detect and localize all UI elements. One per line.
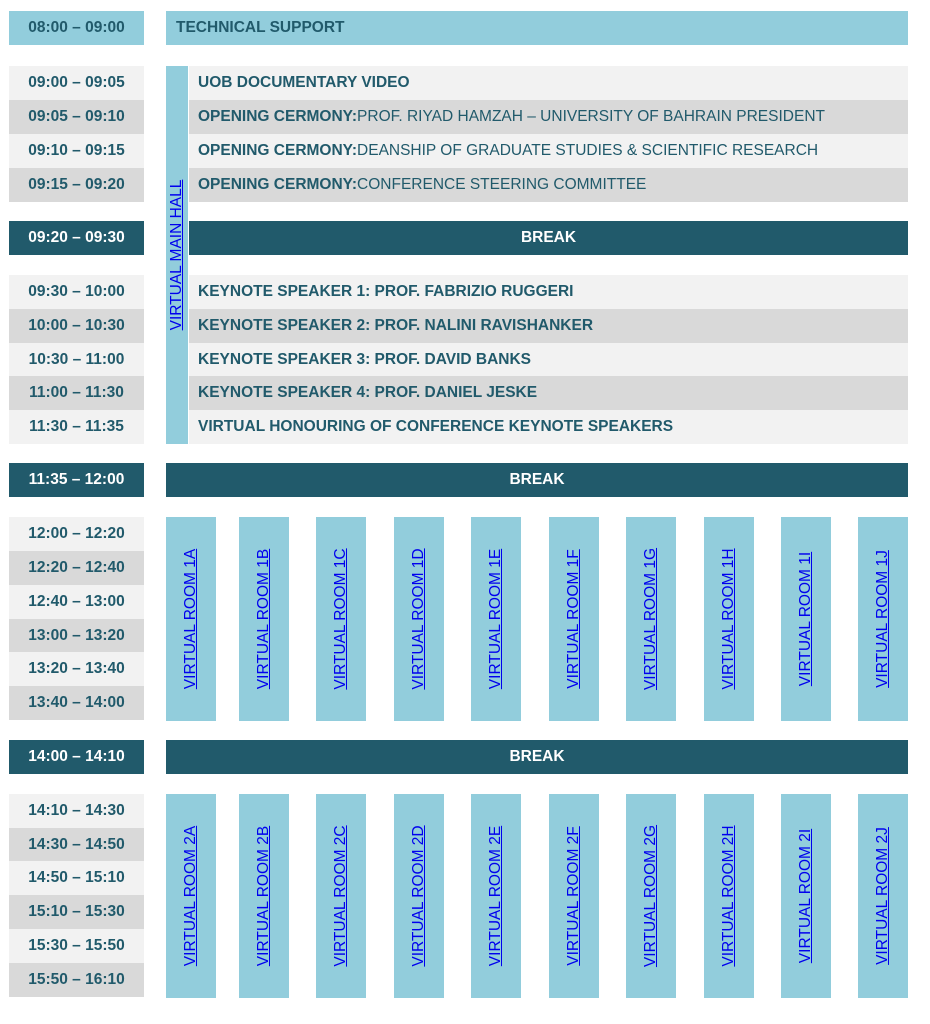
time-slot: 15:10 – 15:30 bbox=[9, 895, 144, 929]
time-slot: 09:05 – 09:10 bbox=[9, 100, 144, 134]
room-1e[interactable] bbox=[471, 517, 521, 721]
room-link[interactable]: VIRTUAL ROOM 2J bbox=[874, 827, 891, 965]
room-link[interactable]: VIRTUAL ROOM 1C bbox=[332, 548, 349, 690]
time-slot: 12:20 – 12:40 bbox=[9, 551, 144, 585]
room-1h[interactable] bbox=[704, 517, 754, 721]
room-2d[interactable] bbox=[394, 794, 444, 998]
time-slot: 14:50 – 15:10 bbox=[9, 861, 144, 895]
room-2i[interactable] bbox=[781, 794, 831, 998]
room-1a[interactable] bbox=[166, 517, 216, 721]
time-slot: 09:10 – 09:15 bbox=[9, 134, 144, 168]
room-link[interactable]: VIRTUAL ROOM 1J bbox=[874, 550, 891, 688]
time-slot: 13:00 – 13:20 bbox=[9, 619, 144, 653]
room-2j[interactable] bbox=[858, 794, 908, 998]
room-2f[interactable] bbox=[549, 794, 599, 998]
room-link[interactable]: VIRTUAL ROOM 2A bbox=[182, 825, 199, 967]
session-detail: DEANSHIP OF GRADUATE STUDIES & SCIENTIFIC RESEARCH bbox=[357, 142, 819, 159]
time-slot: 10:00 – 10:30 bbox=[9, 309, 144, 343]
keynote-row: KEYNOTE SPEAKER 3: PROF. DAVID BANKS bbox=[189, 343, 908, 377]
room-link[interactable]: VIRTUAL ROOM 2I bbox=[797, 828, 814, 964]
room-1d[interactable] bbox=[394, 517, 444, 721]
session-row bbox=[189, 100, 908, 134]
main-hall-bar[interactable] bbox=[166, 66, 188, 444]
keynote-row: KEYNOTE SPEAKER 1: PROF. FABRIZIO RUGGERI bbox=[189, 275, 908, 309]
session-title: OPENING CERMONY: bbox=[198, 176, 358, 193]
room-1f[interactable] bbox=[549, 517, 599, 721]
time-slot-break: 09:20 – 09:30 bbox=[9, 221, 144, 255]
time-slot: 11:00 – 11:30 bbox=[9, 376, 144, 410]
room-link[interactable]: VIRTUAL ROOM 1B bbox=[255, 548, 272, 690]
time-slot: 09:15 – 09:20 bbox=[9, 168, 144, 202]
room-2g[interactable] bbox=[626, 794, 676, 998]
keynote-row: KEYNOTE SPEAKER 2: PROF. NALINI RAVISHANKER bbox=[189, 309, 908, 343]
session-detail: PROF. RIYAD HAMZAH – UNIVERSITY OF BAHRAIN PRESIDENT bbox=[357, 108, 825, 125]
break-band: BREAK bbox=[166, 740, 908, 774]
room-link[interactable]: VIRTUAL ROOM 1A bbox=[182, 548, 199, 690]
time-slot-tech: 08:00 – 09:00 bbox=[9, 11, 144, 45]
time-slot-break: 14:00 – 14:10 bbox=[9, 740, 144, 774]
room-link[interactable]: VIRTUAL ROOM 1E bbox=[487, 548, 504, 690]
room-2b[interactable] bbox=[239, 794, 289, 998]
room-2h[interactable] bbox=[704, 794, 754, 998]
time-slot: 09:00 – 09:05 bbox=[9, 66, 144, 100]
room-link[interactable]: VIRTUAL ROOM 1D bbox=[410, 548, 427, 690]
room-link[interactable]: VIRTUAL ROOM 1F bbox=[565, 549, 582, 689]
time-slot: 14:10 – 14:30 bbox=[9, 794, 144, 828]
room-2e[interactable] bbox=[471, 794, 521, 998]
room-1b[interactable] bbox=[239, 517, 289, 721]
room-1c[interactable] bbox=[316, 517, 366, 721]
room-link[interactable]: VIRTUAL ROOM 2E bbox=[487, 825, 504, 967]
session-row bbox=[189, 66, 908, 100]
time-slot: 15:30 – 15:50 bbox=[9, 929, 144, 963]
virtual-main-hall-link[interactable]: VIRTUAL MAIN HALL bbox=[168, 179, 185, 331]
room-2c[interactable] bbox=[316, 794, 366, 998]
time-slot-break: 11:35 – 12:00 bbox=[9, 463, 144, 497]
technical-support-band: TECHNICAL SUPPORT bbox=[166, 11, 908, 45]
session-detail: CONFERENCE STEERING COMMITTEE bbox=[357, 176, 647, 193]
room-link[interactable]: VIRTUAL ROOM 2G bbox=[642, 824, 659, 968]
time-slot: 15:50 – 16:10 bbox=[9, 963, 144, 997]
keynote-row: KEYNOTE SPEAKER 4: PROF. DANIEL JESKE bbox=[189, 376, 908, 410]
room-1j[interactable] bbox=[858, 517, 908, 721]
room-2a[interactable] bbox=[166, 794, 216, 998]
keynote-row: VIRTUAL HONOURING OF CONFERENCE KEYNOTE SPEAKERS bbox=[189, 410, 908, 444]
room-link[interactable]: VIRTUAL ROOM 2D bbox=[410, 825, 427, 967]
session-title: OPENING CERMONY: bbox=[198, 108, 358, 125]
time-slot: 11:30 – 11:35 bbox=[9, 410, 144, 444]
time-slot: 13:40 – 14:00 bbox=[9, 686, 144, 720]
break-band: BREAK bbox=[166, 463, 908, 497]
session-title: UOB DOCUMENTARY VIDEO bbox=[198, 74, 410, 91]
time-slot: 13:20 – 13:40 bbox=[9, 652, 144, 686]
time-slot: 09:30 – 10:00 bbox=[9, 275, 144, 309]
session-row bbox=[189, 134, 908, 168]
room-1g[interactable] bbox=[626, 517, 676, 721]
room-link[interactable]: VIRTUAL ROOM 2H bbox=[720, 825, 737, 967]
room-link[interactable]: VIRTUAL ROOM 2F bbox=[565, 826, 582, 966]
room-link[interactable]: VIRTUAL ROOM 2C bbox=[332, 825, 349, 967]
time-slot: 14:30 – 14:50 bbox=[9, 828, 144, 862]
room-1i[interactable] bbox=[781, 517, 831, 721]
room-link[interactable]: VIRTUAL ROOM 2B bbox=[255, 825, 272, 967]
session-title: OPENING CERMONY: bbox=[198, 142, 358, 159]
room-link[interactable]: VIRTUAL ROOM 1I bbox=[797, 551, 814, 687]
room-link[interactable]: VIRTUAL ROOM 1G bbox=[642, 547, 659, 691]
break-band: BREAK bbox=[189, 221, 908, 255]
time-slot: 10:30 – 11:00 bbox=[9, 343, 144, 377]
time-slot: 12:00 – 12:20 bbox=[9, 517, 144, 551]
time-slot: 12:40 – 13:00 bbox=[9, 585, 144, 619]
session-row bbox=[189, 168, 908, 202]
room-link[interactable]: VIRTUAL ROOM 1H bbox=[720, 548, 737, 690]
